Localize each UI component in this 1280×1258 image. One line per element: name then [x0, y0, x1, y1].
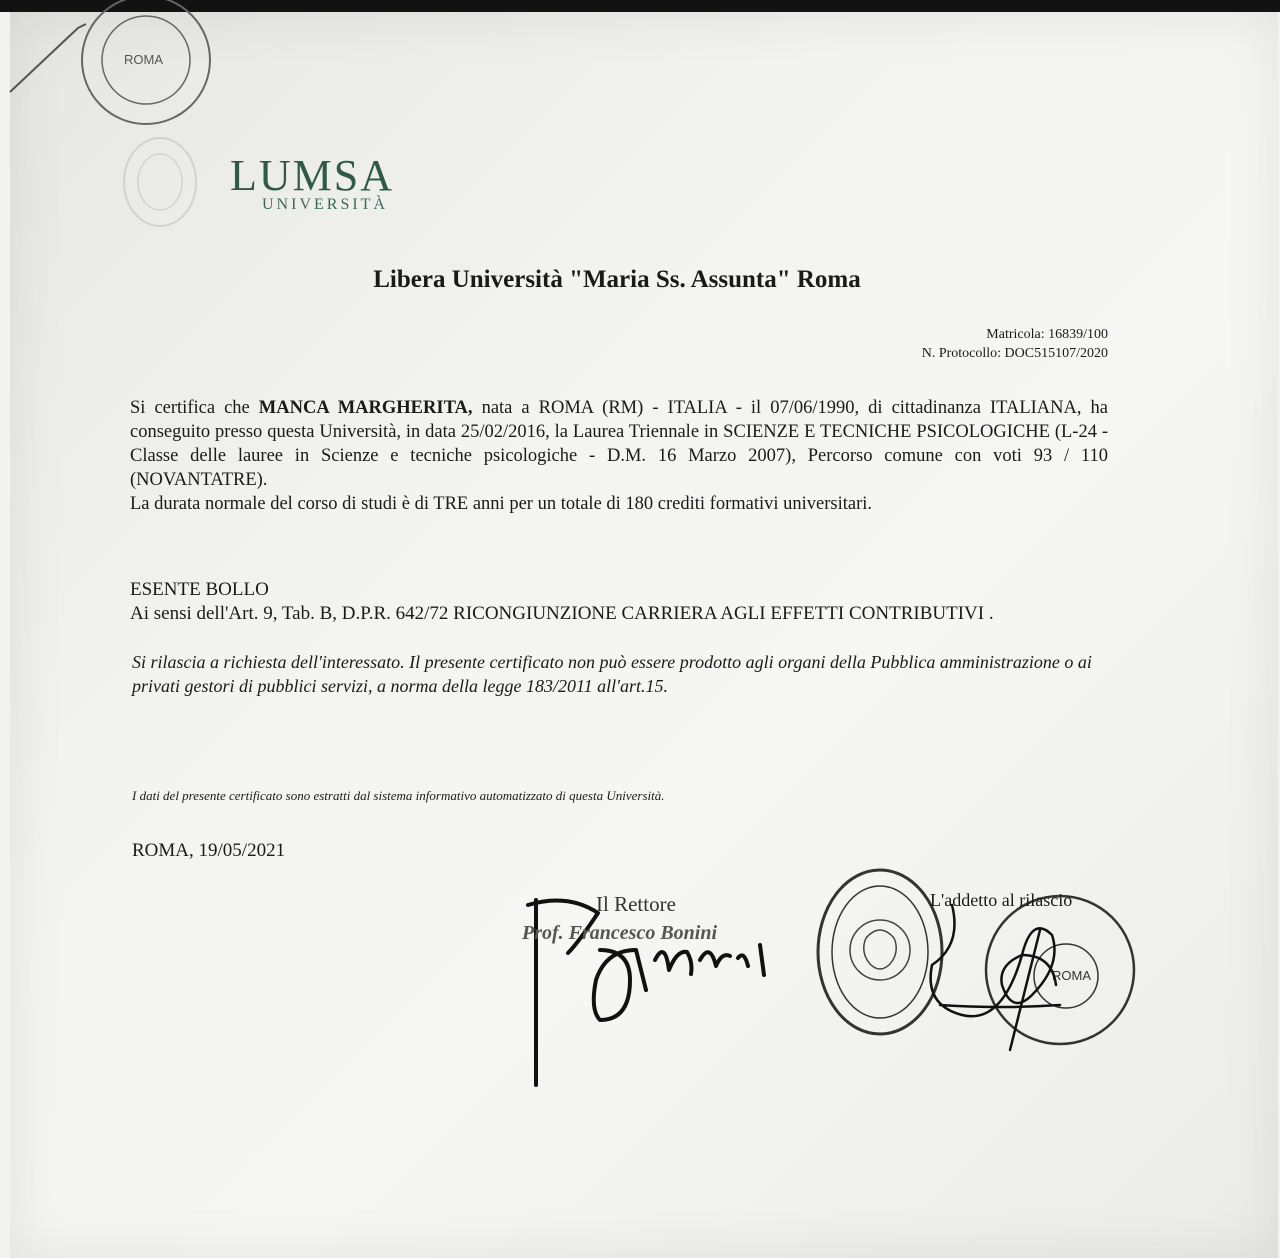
- certificate-statement: [130, 396, 1108, 492]
- data-source-note: I dati del presente certificato sono estratti dal sistema informativo automatizzato di questa Università.: [132, 788, 665, 803]
- statement-intro: Si certifica che: [130, 398, 259, 418]
- university-title: Libera Università "Maria Ss. Assunta" Roma: [373, 266, 861, 293]
- rettore-title: Il Rettore: [596, 892, 676, 916]
- addetto-signature: [931, 905, 1060, 1050]
- place-and-date: ROMA, 19/05/2021: [132, 840, 286, 861]
- course-duration: La durata normale del corso di studi è di TRE anni per un totale di 180 crediti formativi universitari.: [130, 494, 873, 514]
- statement-details: nata a ROMA (RM) - ITALIA - il 07/06/1990, di cittadinanza ITALIANA, ha conseguito presso questa Università, in data 25/02/2016, la Laurea Triennale in SCIENZE E TECNICHE PSICOLOGICHE (L-24 - Classe delle lauree in Scienze e tecniche psicologiche - D.M. 16 Marzo 2007), Percorso comune con voti 93 / 110 (NOVANTATRE).: [130, 398, 1108, 490]
- rettore-name: Prof. Francesco Bonini: [522, 922, 718, 944]
- matricola: Matricola: 16839/100: [986, 327, 1108, 342]
- exemption-text: Ai sensi dell'Art. 9, Tab. B, D.P.R. 642/72 RICONGIUNZIONE CARRIERA AGLI EFFETTI CONTRIBUTIVI .: [130, 603, 994, 624]
- embossed-seal: [124, 138, 196, 226]
- top-seal-stamp: [82, 0, 210, 124]
- graduate-name: MANCA MARGHERITA,: [258, 398, 473, 418]
- stamp-duty-exemption: [130, 578, 994, 626]
- paper-fold-line: [10, 24, 86, 92]
- svg-text:ROMA: ROMA: [124, 52, 163, 67]
- lumsa-logo-subtitle: UNIVERSITÀ: [262, 196, 388, 213]
- legal-notice: Si rilascia a richiesta dell'interessato. Il presente certificato non può essere prodotto agli organi della Pubblica amministrazione o ai privati gestori di pubblici servizi, a norma della legge 183/2011 all'art.15.: [132, 652, 1092, 696]
- university-oval-stamp: [818, 870, 942, 1034]
- exemption-title: ESENTE BOLLO: [130, 579, 269, 600]
- protocollo-number: N. Protocollo: DOC515107/2020: [921, 346, 1108, 361]
- svg-text:ROMA: ROMA: [1052, 968, 1091, 983]
- lumsa-logo: LUMSA: [230, 151, 395, 200]
- addetto-label: L'addetto al rilascio: [930, 890, 1073, 910]
- certificate-body: [130, 396, 1108, 516]
- round-rome-stamp: [986, 896, 1134, 1044]
